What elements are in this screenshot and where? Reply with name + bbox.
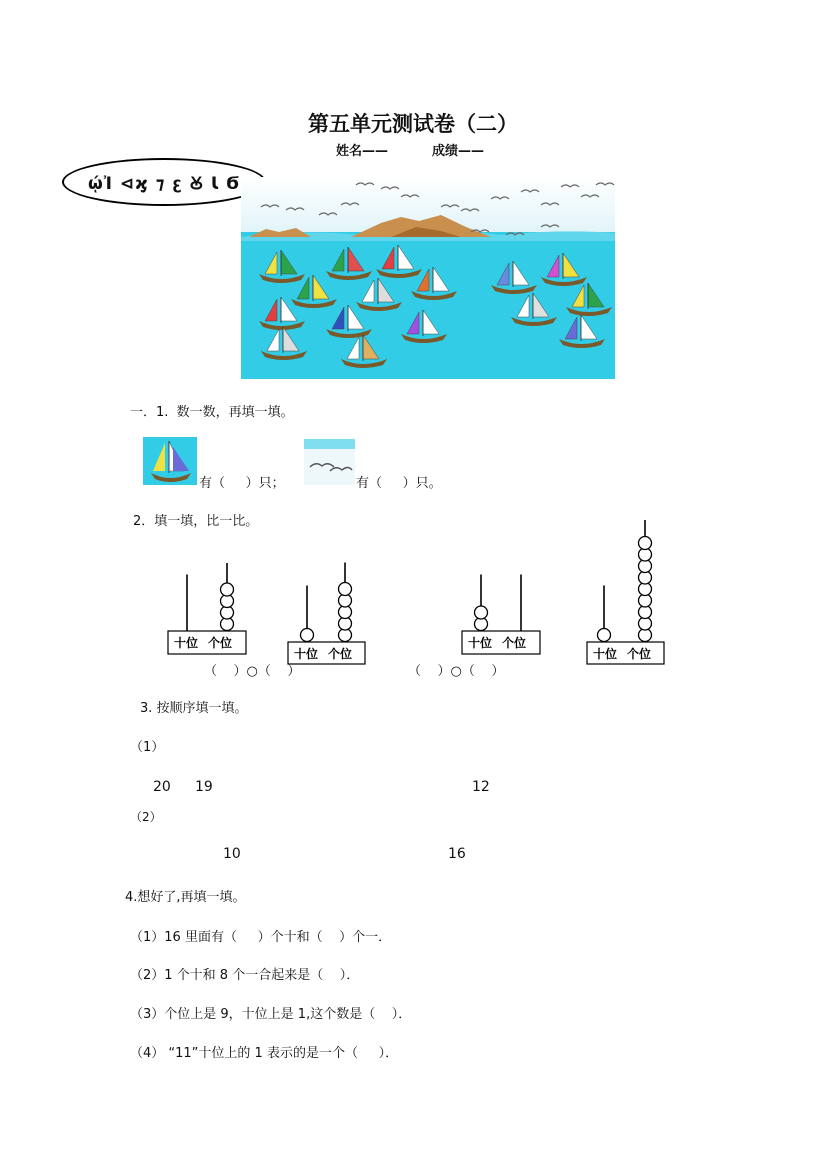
ones-label: 个位 [328, 647, 353, 661]
ones-label: 个位 [627, 647, 652, 661]
ones-label: 个位 [208, 636, 233, 650]
question-4-label: 4.想好了,再填一填。 [125, 890, 246, 905]
abacus [462, 575, 540, 655]
sailboat-illustration [241, 177, 615, 379]
score-label: 成绩—— [432, 144, 485, 159]
sequence-1-value: 12 [472, 779, 490, 795]
bird-thumbnail [304, 439, 355, 485]
tens-bead [475, 606, 488, 619]
boat-thumbnail [143, 437, 197, 485]
part-1-label: （1） [130, 740, 165, 755]
tens-label: 十位 [593, 647, 618, 661]
sequence-2-value: 10 [223, 846, 241, 862]
tens-label: 十位 [468, 636, 493, 650]
compare-left: （ ）○（ ） [204, 664, 301, 679]
bird-count-text: 有（ ）只。 [356, 476, 442, 491]
question-2-label: 2．填一填，比一比。 [133, 514, 259, 529]
name-label: 姓名—— [336, 144, 389, 159]
tens-label: 十位 [174, 636, 199, 650]
question-3-label: 3. 按顺序填一填。 [140, 701, 248, 716]
ones-bead [639, 537, 652, 550]
sequence-2-value: 16 [448, 846, 466, 862]
ones-label: 个位 [502, 636, 527, 650]
abacus [288, 563, 365, 665]
abacus [587, 520, 664, 664]
fill-item: （1）16 里面有（ ）个十和（ ）个一． [130, 930, 392, 945]
part-2-label: （2） [130, 810, 162, 824]
abacus [168, 563, 246, 654]
tens-bead [598, 629, 611, 642]
sequence-1-value: 20 [153, 779, 171, 795]
boat-count-text: 有（ ）只； [199, 476, 285, 491]
abacus-diagrams [0, 520, 826, 680]
page-title: 第五单元测试卷（二） [308, 112, 518, 136]
question-1-label: 一．1. 数一数，再填一填。 [130, 405, 294, 420]
fill-item: （4） “11”十位上的 1 表示的是一个（ ）． [130, 1046, 399, 1061]
compare-right: （ ）○（ ） [408, 664, 505, 679]
ones-bead [339, 583, 352, 596]
section-badge [62, 158, 266, 206]
sequence-1-value: 19 [195, 779, 213, 795]
badge-text: ῴἸ ⊲ϗ ⁊ ꜫ Ꙋ Ꙇ Ϭ [88, 173, 240, 194]
tens-bead [301, 629, 314, 642]
ones-bead [221, 583, 234, 596]
tens-label: 十位 [294, 647, 319, 661]
fill-item: （3）个位上是 9，十位上是 1,这个数是（ ）． [130, 1007, 412, 1022]
fill-item: （2）1 个十和 8 个一合起来是（ ）． [130, 968, 360, 983]
